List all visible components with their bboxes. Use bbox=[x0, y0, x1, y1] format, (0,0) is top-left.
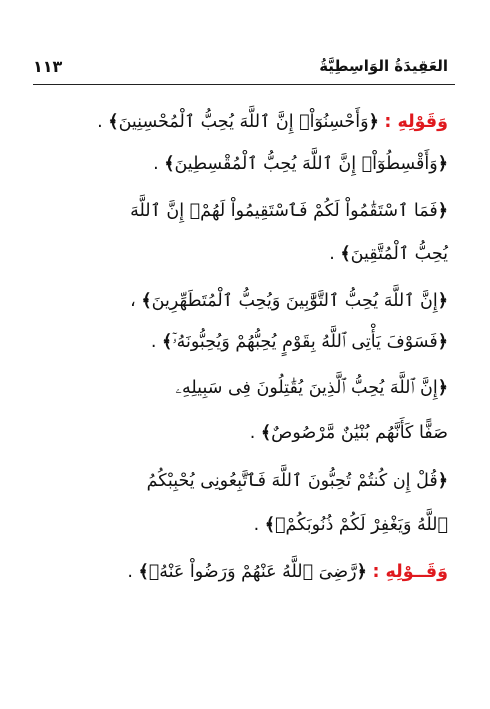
verse-text: رَّضِىَ ٱللَّهُ عَنْهُمْ وَرَضُواْ عَنْهُۚ bbox=[148, 562, 357, 582]
punctuation: . bbox=[97, 112, 109, 132]
page-number: ١١٣ bbox=[33, 57, 63, 76]
verse-text: صَفًّا كَأَنَّهُم بُنْيَٰنٌ مَّرْصُوصٌ bbox=[271, 423, 448, 443]
verse-text: وَأَقْسِطُوٓاْۖ إِنَّ ٱللَّهَ يُحِبُّ ٱلْمُقْسِطِينَ bbox=[174, 154, 438, 174]
ornate-bracket-close: ﴾ bbox=[138, 562, 149, 582]
ornate-bracket-close: ﴾ bbox=[164, 154, 175, 174]
ornate-bracket-close: ﴾ bbox=[108, 112, 119, 132]
ornate-bracket-open: ﴿ bbox=[437, 378, 448, 398]
ornate-bracket-open: ﴿ bbox=[437, 201, 448, 221]
verse-text: وَأَحْسِنُوٓاْۚ إِنَّ ٱللَّهَ يُحِبُّ ٱلْمُحْسِنِينَ bbox=[118, 112, 369, 132]
punctuation: ، bbox=[130, 291, 142, 311]
ornate-bracket-open: ﴿ bbox=[437, 332, 448, 352]
punctuation: . bbox=[127, 562, 139, 582]
text-line-11 bbox=[127, 552, 448, 592]
text-line-3 bbox=[130, 191, 448, 231]
punctuation: . bbox=[150, 332, 162, 352]
verse-text: إِنَّ ٱللَّهَ يُحِبُّ ٱلَّذِينَ يُقَٰتِلُونَ فِى سَبِيلِهِۦ bbox=[175, 378, 438, 398]
punctuation: . bbox=[329, 244, 341, 264]
section-lead: وَقَــوْلِهِ : bbox=[372, 562, 448, 582]
punctuation: . bbox=[253, 515, 265, 535]
text-line-4 bbox=[329, 234, 448, 274]
ornate-bracket-open: ﴿ bbox=[437, 291, 448, 311]
ornate-bracket-close: ﴾ bbox=[264, 515, 275, 535]
verse-text: ٱللَّهُ وَيَغْفِرْ لَكُمْ ذُنُوبَكُمْۗ bbox=[274, 515, 448, 535]
text-line-9 bbox=[147, 461, 448, 501]
text-line-5 bbox=[130, 281, 448, 321]
header-divider bbox=[33, 84, 455, 85]
ornate-bracket-open: ﴿ bbox=[368, 112, 379, 132]
ornate-bracket-close: ﴾ bbox=[141, 291, 152, 311]
ornate-bracket-close: ﴾ bbox=[260, 423, 272, 443]
ornate-bracket-open: ﴿ bbox=[437, 471, 448, 491]
punctuation: . bbox=[249, 423, 261, 443]
verse-text: قُلْ إِن كُنتُمْ تُحِبُّونَ ٱللَّهَ فَٱتَّبِعُونِى يُحْبِبْكُمُ bbox=[146, 471, 438, 491]
verse-text: يُحِبُّ ٱلْمُتَّقِينَ bbox=[350, 244, 448, 264]
ornate-bracket-close: ﴾ bbox=[161, 332, 173, 352]
text-line-6 bbox=[151, 322, 448, 362]
text-line-7 bbox=[175, 368, 448, 408]
text-line-2 bbox=[153, 144, 448, 184]
verse-text: فَمَا ٱسْتَقَٰمُواْ لَكُمْ فَٱسْتَقِيمُواْ لَهُمْۚ إِنَّ ٱللَّهَ bbox=[130, 201, 438, 221]
text-line-10 bbox=[254, 505, 448, 545]
verse-text: إِنَّ ٱللَّهَ يُحِبُّ ٱلتَّوَّٰبِينَ وَيُحِبُّ ٱلْمُتَطَهِّرِينَ bbox=[151, 291, 438, 311]
section-lead: وَقَوْلِهِ : bbox=[384, 112, 448, 132]
text-line-1 bbox=[97, 102, 448, 142]
punctuation: . bbox=[153, 154, 165, 174]
text-line-8 bbox=[250, 413, 448, 453]
ornate-bracket-open: ﴿ bbox=[356, 562, 367, 582]
ornate-bracket-open: ﴿ bbox=[437, 154, 448, 174]
ornate-bracket-close: ﴾ bbox=[340, 244, 351, 264]
verse-text: فَسَوْفَ يَأْتِى ٱللَّهُ بِقَوْمٍ يُحِبُّهُمْ وَيُحِبُّونَهُۥٓ bbox=[172, 332, 438, 352]
running-title: العَقِيدَةُ الوَاسِطِيَّةُ bbox=[319, 57, 448, 75]
